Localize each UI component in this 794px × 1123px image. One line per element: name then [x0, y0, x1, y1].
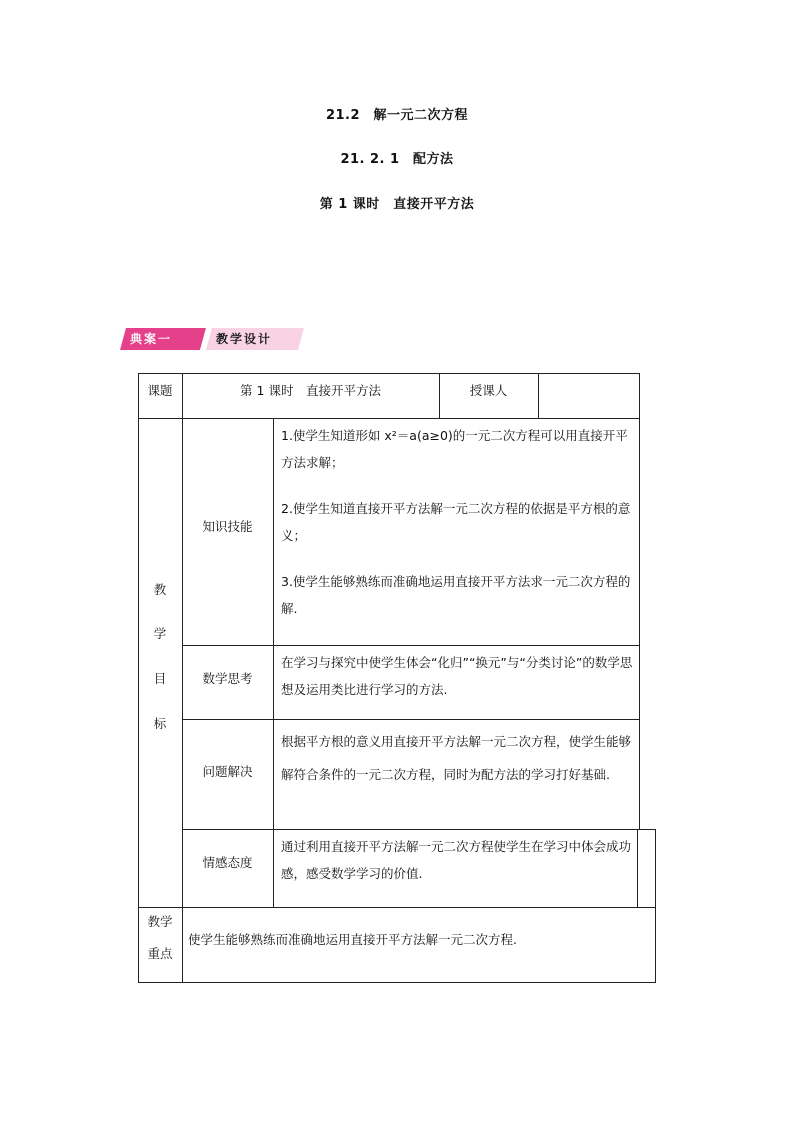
knowledge-skills-content [281, 422, 633, 622]
objectives-label-1: 教 [153, 582, 167, 597]
topic-label: 课题 [147, 383, 173, 398]
problem-solving-content [281, 725, 633, 791]
banner-label: 教学设计 [216, 332, 273, 346]
objectives-label-2: 学 [153, 626, 167, 641]
knowledge-item-3: 3.使学生能够熟练而准确地运用直接开平方法求一元二次方程的解. [281, 574, 631, 616]
problem-solving-label: 问题解决 [202, 764, 253, 779]
objectives-label-3: 目 [153, 671, 167, 686]
topic-value: 第 1 课时 直接开平方法 [240, 383, 381, 398]
math-thinking-item: 在学习与探究中使学生体会“化归”“换元”与“分类讨论”的数学思想及运用类比进行学习的方法. [281, 655, 633, 697]
banner-tag: 典案一 [130, 332, 173, 346]
key-point-label-2: 重点 [147, 946, 173, 961]
problem-solving-item: 根据平方根的意义用直接开平方法解一元二次方程，使学生能够解符合条件的一元二次方程，同时为配方法的学习打好基础. [281, 734, 632, 782]
math-thinking-label: 数学思考 [202, 671, 253, 686]
attitude-item: 通过利用直接开平方法解一元二次方程使学生在学习中体会成功感，感受数学学习的价值. [281, 839, 632, 881]
subsection-title: 21. 2. 1 配方法 [340, 152, 454, 167]
key-point-content: 使学生能够熟练而准确地运用直接开平方法解一元二次方程. [188, 932, 517, 947]
objectives-label-4: 标 [153, 716, 167, 731]
attitude-label: 情感态度 [202, 855, 253, 870]
knowledge-item-1: 1.使学生知道形如 x²＝a(a≥0)的一元二次方程可以用直接开平方法求解； [281, 428, 628, 470]
knowledge-item-2: 2.使学生知道直接开平方法解一元二次方程的依据是平方根的意义； [281, 501, 631, 543]
lesson-title: 第 1 课时 直接开平方法 [319, 197, 475, 212]
section-title: 21.2 解一元二次方程 [325, 108, 469, 123]
math-thinking-content [281, 649, 633, 703]
attitude-content [281, 833, 633, 887]
key-point-label-1: 教学 [147, 914, 173, 929]
knowledge-skills-label: 知识技能 [202, 519, 253, 534]
teacher-label: 授课人 [469, 383, 508, 398]
